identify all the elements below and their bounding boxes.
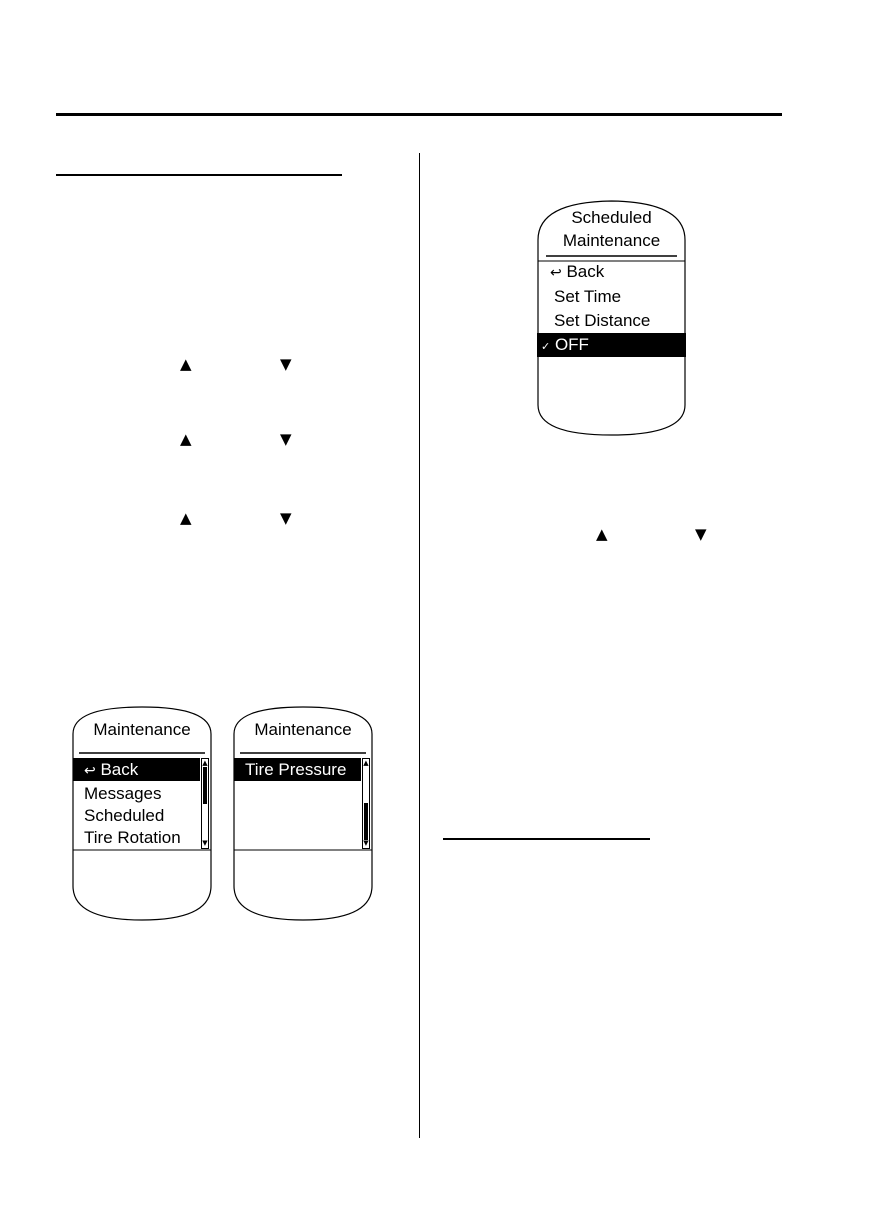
down-arrow-icon: ▼ bbox=[695, 525, 707, 543]
section-heading-underline-right bbox=[443, 838, 650, 840]
scrollbar[interactable] bbox=[362, 758, 370, 849]
back-icon: ↩ bbox=[550, 265, 562, 281]
menu-item-scheduled[interactable] bbox=[84, 805, 164, 827]
screen-title: Maintenance bbox=[254, 720, 352, 739]
menu-item-tire-rotation[interactable] bbox=[84, 827, 181, 849]
scroll-down-arrow-icon[interactable]: ▼ bbox=[202, 839, 208, 847]
header-rule bbox=[56, 113, 782, 116]
scrollbar[interactable] bbox=[201, 758, 209, 849]
up-arrow-icon: ▲ bbox=[180, 430, 192, 448]
back-icon: ↩ bbox=[84, 763, 96, 779]
screen-title: Scheduled bbox=[571, 208, 652, 227]
menu-item-label: Set Distance bbox=[554, 311, 651, 330]
menu-item-messages[interactable] bbox=[84, 783, 161, 805]
menu-item-set-time[interactable] bbox=[554, 286, 621, 308]
screen-title: Maintenance bbox=[93, 720, 191, 739]
menu-item-label: Back bbox=[566, 262, 605, 281]
menu-item-off[interactable] bbox=[537, 333, 686, 357]
maintenance-screen-first bbox=[72, 706, 212, 921]
up-arrow-icon: ▲ bbox=[180, 355, 192, 373]
column-divider bbox=[419, 153, 420, 1138]
up-arrow-icon: ▲ bbox=[180, 509, 192, 527]
menu-item-label: Scheduled bbox=[84, 806, 165, 825]
up-arrow-icon: ▲ bbox=[596, 525, 608, 543]
menu-item-label: OFF bbox=[554, 335, 589, 354]
down-arrow-icon: ▼ bbox=[280, 509, 292, 527]
screen-title: Maintenance bbox=[562, 231, 661, 250]
scrollbar-thumb[interactable] bbox=[364, 803, 368, 840]
down-arrow-icon: ▼ bbox=[280, 355, 292, 373]
section-heading-underline-left bbox=[56, 174, 342, 176]
menu-item-label: Messages bbox=[84, 784, 162, 803]
menu-item-label: Tire Pressure bbox=[245, 760, 347, 779]
menu-item-back[interactable] bbox=[73, 758, 200, 781]
scroll-down-arrow-icon[interactable]: ▼ bbox=[363, 839, 369, 847]
scroll-up-arrow-icon[interactable]: ▲ bbox=[363, 759, 369, 767]
down-arrow-icon: ▼ bbox=[280, 430, 292, 448]
menu-item-tire-pressure[interactable] bbox=[234, 758, 361, 781]
menu-item-label: Tire Rotation bbox=[84, 828, 181, 847]
menu-item-label: Set Time bbox=[554, 287, 622, 306]
maintenance-screen-second bbox=[233, 706, 373, 921]
scheduled-maintenance-screen bbox=[537, 200, 686, 436]
scrollbar-thumb[interactable] bbox=[203, 767, 207, 804]
menu-item-back[interactable] bbox=[550, 261, 604, 284]
scroll-up-arrow-icon[interactable]: ▲ bbox=[202, 759, 208, 767]
checkmark-icon: ✓ bbox=[541, 340, 551, 353]
menu-item-label: Back bbox=[100, 760, 139, 779]
menu-item-set-distance[interactable] bbox=[554, 310, 650, 332]
